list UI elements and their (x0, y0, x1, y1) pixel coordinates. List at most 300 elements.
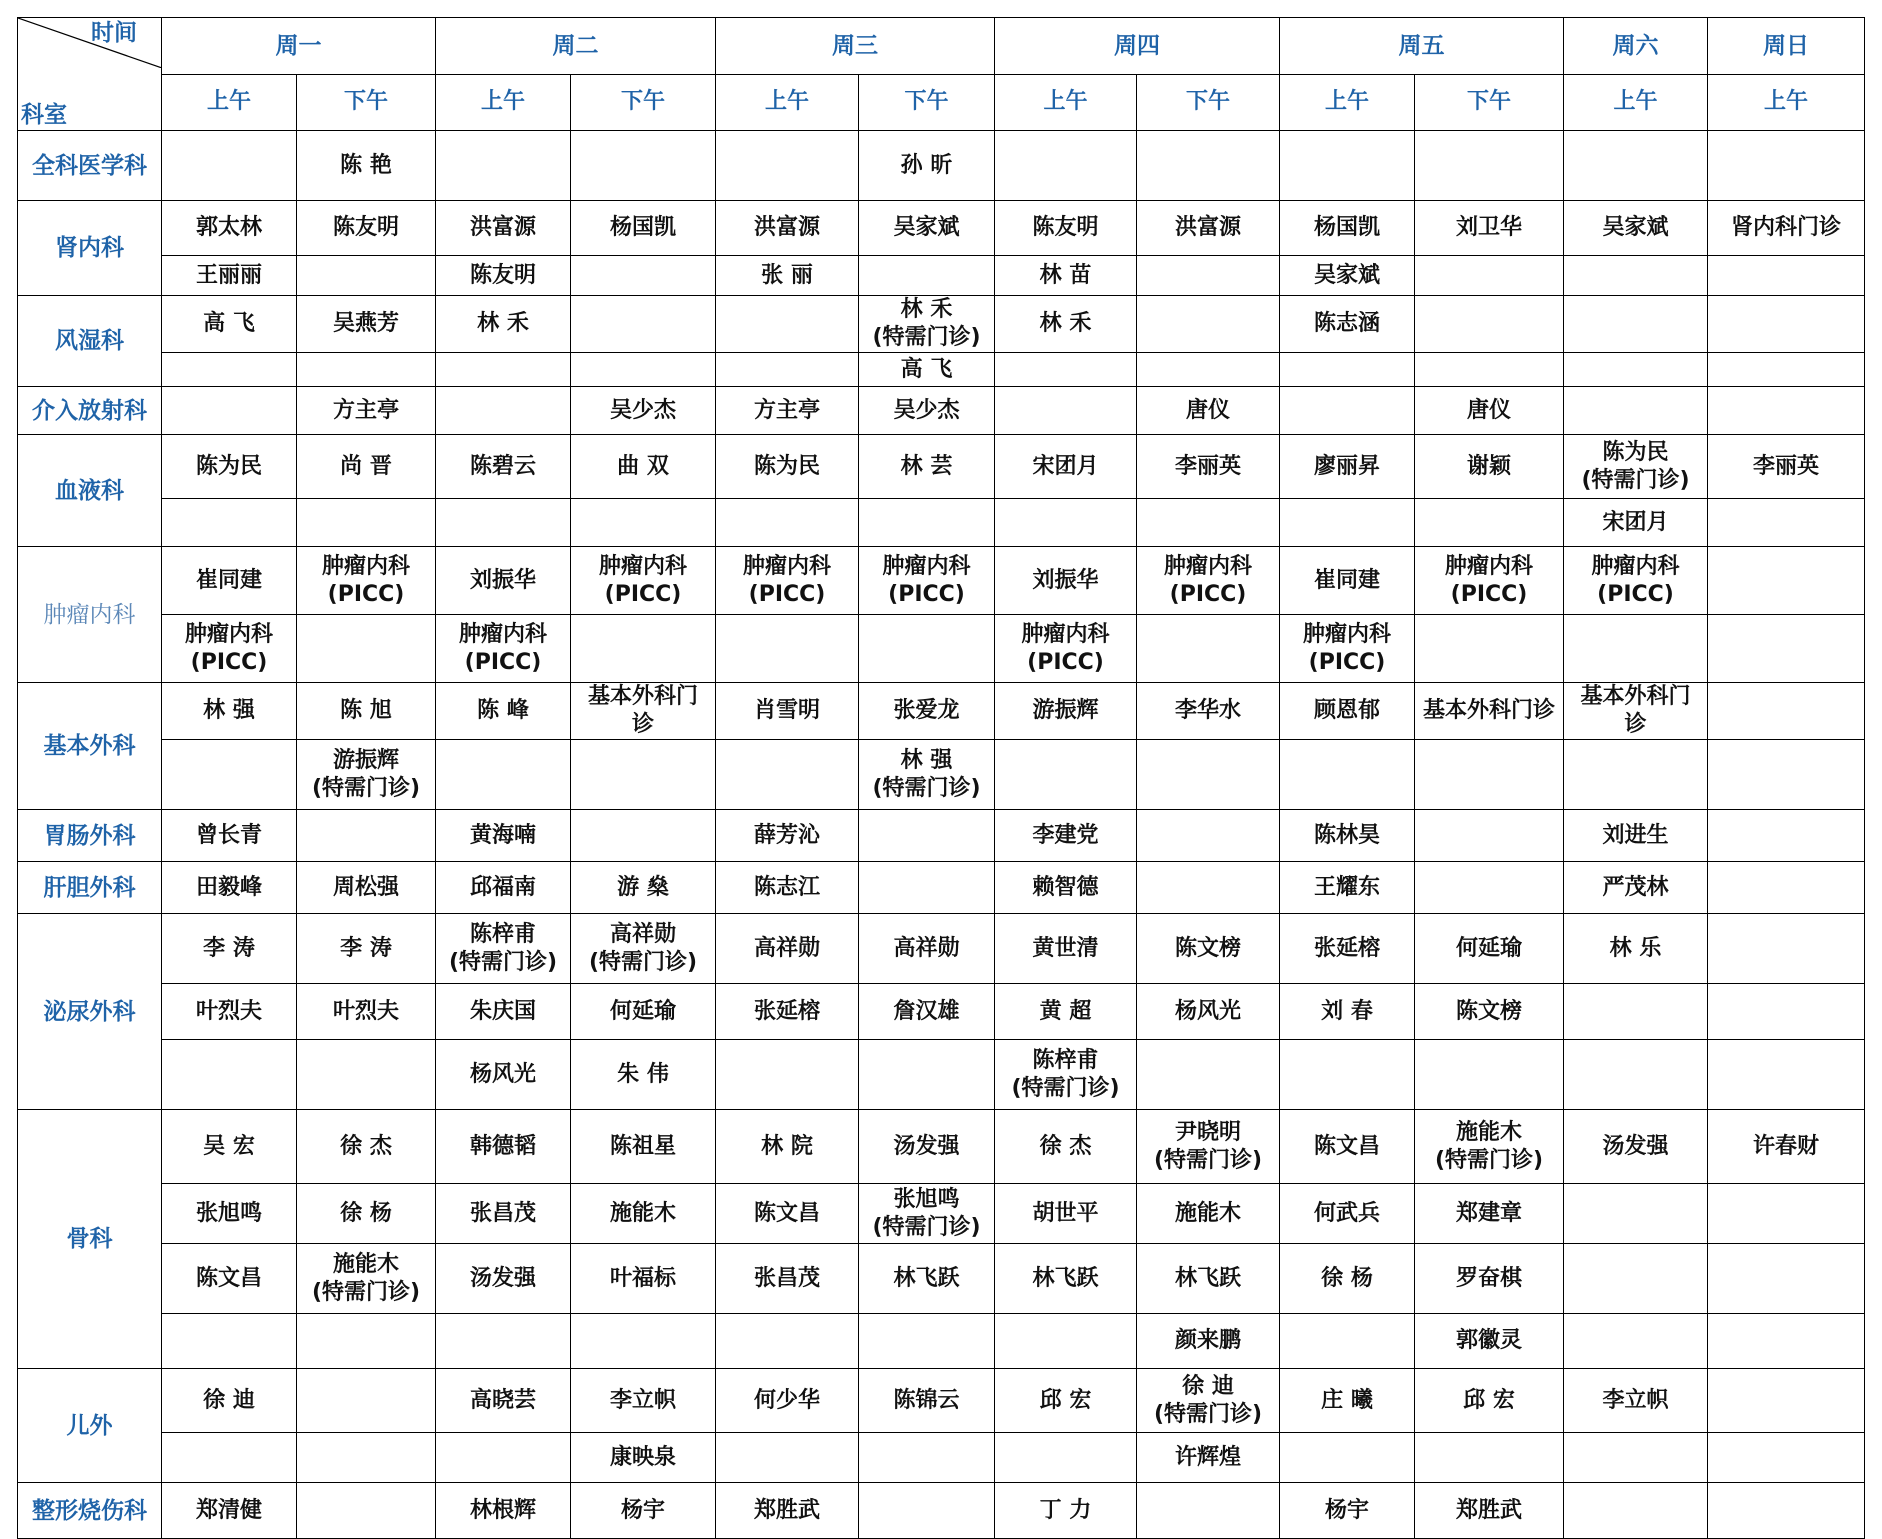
doctor-cell: 何延瑜 (571, 984, 716, 1040)
doctor-cell (1415, 256, 1564, 296)
doctor-cell (1280, 740, 1415, 810)
doctor-cell (297, 499, 436, 547)
schedule-row (18, 201, 1865, 256)
doctor-cell: 胡世平 (995, 1184, 1137, 1244)
doctor-cell (1564, 740, 1708, 810)
doctor-cell (1137, 740, 1280, 810)
doctor-cell: 尚 晋 (297, 435, 436, 499)
doctor-cell (1280, 353, 1415, 387)
doctor-cell (1708, 1040, 1865, 1110)
doctor-cell (1708, 256, 1865, 296)
doctor-cell (1564, 1314, 1708, 1369)
half-day-header: 下午 (571, 74, 716, 131)
doctor-cell (571, 499, 716, 547)
outpatient-schedule-table (17, 17, 1865, 1539)
doctor-cell: 黄海喃 (436, 810, 571, 862)
doctor-cell: 陈文昌 (162, 1244, 297, 1314)
schedule-row (18, 914, 1865, 984)
half-day-header: 上午 (162, 74, 297, 131)
department-name: 肾内科 (18, 201, 162, 296)
doctor-cell: 李丽英 (1137, 435, 1280, 499)
time-label: 时间 (91, 20, 137, 46)
department-name: 血液科 (18, 435, 162, 547)
doctor-cell (1137, 353, 1280, 387)
day-header: 周日 (1708, 18, 1865, 75)
doctor-cell: 林 强 (特需门诊) (859, 740, 995, 810)
schedule-row (18, 387, 1865, 435)
doctor-cell: 詹汉雄 (859, 984, 995, 1040)
doctor-cell: 施能木 (1137, 1184, 1280, 1244)
doctor-cell (859, 1040, 995, 1110)
schedule-row (18, 1433, 1865, 1483)
department-name: 全科医学科 (18, 131, 162, 201)
doctor-cell: 徐 杰 (297, 1110, 436, 1184)
schedule-row (18, 683, 1865, 740)
doctor-cell (1137, 862, 1280, 914)
doctor-cell (1564, 296, 1708, 353)
doctor-cell (716, 131, 859, 201)
doctor-cell: 游振辉 (特需门诊) (297, 740, 436, 810)
day-header: 周四 (995, 18, 1280, 75)
doctor-cell (1137, 1040, 1280, 1110)
doctor-cell (1415, 615, 1564, 683)
doctor-cell: 游 燊 (571, 862, 716, 914)
doctor-cell: 肿瘤内科 (PICC) (716, 547, 859, 615)
doctor-cell: 王丽丽 (162, 256, 297, 296)
department-name: 介入放射科 (18, 387, 162, 435)
doctor-cell: 杨风光 (436, 1040, 571, 1110)
doctor-cell: 李 涛 (162, 914, 297, 984)
doctor-cell (1280, 131, 1415, 201)
doctor-cell (162, 1433, 297, 1483)
schedule-row (18, 984, 1865, 1040)
doctor-cell: 李 涛 (297, 914, 436, 984)
doctor-cell: 基本外科门 诊 (571, 683, 716, 740)
doctor-cell: 刘进生 (1564, 810, 1708, 862)
doctor-cell (859, 256, 995, 296)
doctor-cell: 肿瘤内科 (PICC) (1564, 547, 1708, 615)
doctor-cell (1137, 499, 1280, 547)
doctor-cell: 林 院 (716, 1110, 859, 1184)
doctor-cell: 陈志涵 (1280, 296, 1415, 353)
doctor-cell: 叶烈夫 (162, 984, 297, 1040)
doctor-cell: 严茂林 (1564, 862, 1708, 914)
doctor-cell: 谢颖 (1415, 435, 1564, 499)
corner-header (18, 18, 162, 131)
doctor-cell: 李立帜 (571, 1369, 716, 1433)
doctor-cell: 林飞跃 (859, 1244, 995, 1314)
doctor-cell: 叶烈夫 (297, 984, 436, 1040)
day-header: 周一 (162, 18, 436, 75)
doctor-cell (1708, 1314, 1865, 1369)
doctor-cell: 朱 伟 (571, 1040, 716, 1110)
doctor-cell: 陈志江 (716, 862, 859, 914)
doctor-cell: 陈文昌 (716, 1184, 859, 1244)
doctor-cell: 林 禾 (995, 296, 1137, 353)
doctor-cell (716, 1040, 859, 1110)
doctor-cell (1708, 387, 1865, 435)
schedule-row (18, 499, 1865, 547)
schedule-row (18, 1040, 1865, 1110)
department-name: 风湿科 (18, 296, 162, 387)
doctor-cell: 张爱龙 (859, 683, 995, 740)
doctor-cell (859, 862, 995, 914)
doctor-cell (1564, 615, 1708, 683)
doctor-cell: 肿瘤内科 (PICC) (571, 547, 716, 615)
doctor-cell (1564, 984, 1708, 1040)
doctor-cell: 唐仪 (1137, 387, 1280, 435)
doctor-cell: 颜来鹏 (1137, 1314, 1280, 1369)
doctor-cell: 徐 迪 (特需门诊) (1137, 1369, 1280, 1433)
doctor-cell: 肿瘤内科 (PICC) (297, 547, 436, 615)
doctor-cell: 高祥勋 (特需门诊) (571, 914, 716, 984)
doctor-cell (1137, 615, 1280, 683)
doctor-cell: 赖智德 (995, 862, 1137, 914)
doctor-cell (297, 1369, 436, 1433)
doctor-cell (1708, 1369, 1865, 1433)
doctor-cell (1564, 256, 1708, 296)
doctor-cell: 陈梓甫 (特需门诊) (995, 1040, 1137, 1110)
department-label: 科室 (21, 102, 67, 128)
doctor-cell (571, 615, 716, 683)
doctor-cell: 洪富源 (1137, 201, 1280, 256)
doctor-cell (1708, 914, 1865, 984)
doctor-cell: 张昌茂 (436, 1184, 571, 1244)
doctor-cell: 汤发强 (436, 1244, 571, 1314)
doctor-cell (297, 1040, 436, 1110)
doctor-cell (1415, 296, 1564, 353)
doctor-cell (297, 256, 436, 296)
doctor-cell: 许春财 (1708, 1110, 1865, 1184)
schedule-row (18, 547, 1865, 615)
doctor-cell: 吴 宏 (162, 1110, 297, 1184)
doctor-cell (1280, 1040, 1415, 1110)
doctor-cell (571, 740, 716, 810)
doctor-cell: 张延榕 (1280, 914, 1415, 984)
doctor-cell (1708, 131, 1865, 201)
doctor-cell (162, 387, 297, 435)
doctor-cell (995, 1314, 1137, 1369)
doctor-cell: 吴少杰 (859, 387, 995, 435)
doctor-cell: 高祥勋 (716, 914, 859, 984)
day-header: 周五 (1280, 18, 1564, 75)
doctor-cell: 何延瑜 (1415, 914, 1564, 984)
half-day-header: 上午 (1708, 74, 1865, 131)
doctor-cell (995, 499, 1137, 547)
doctor-cell: 李建党 (995, 810, 1137, 862)
doctor-cell: 宋团月 (995, 435, 1137, 499)
doctor-cell: 林 芸 (859, 435, 995, 499)
schedule-row (18, 1244, 1865, 1314)
doctor-cell: 陈为民 (特需门诊) (1564, 435, 1708, 499)
doctor-cell (1137, 296, 1280, 353)
doctor-cell: 肿瘤内科 (PICC) (436, 615, 571, 683)
doctor-cell (1280, 1314, 1415, 1369)
doctor-cell: 邱 宏 (995, 1369, 1137, 1433)
department-name: 基本外科 (18, 683, 162, 810)
doctor-cell: 吴家斌 (1564, 201, 1708, 256)
doctor-cell: 林 苗 (995, 256, 1137, 296)
corner-diagonal (18, 18, 162, 68)
doctor-cell: 李立帜 (1564, 1369, 1708, 1433)
doctor-cell (716, 1314, 859, 1369)
doctor-cell (162, 1314, 297, 1369)
doctor-cell (1564, 1244, 1708, 1314)
doctor-cell: 张 丽 (716, 256, 859, 296)
doctor-cell: 陈文榜 (1415, 984, 1564, 1040)
doctor-cell: 张旭鸣 (162, 1184, 297, 1244)
doctor-cell (1708, 615, 1865, 683)
doctor-cell (1708, 862, 1865, 914)
doctor-cell (1708, 1184, 1865, 1244)
doctor-cell: 高祥勋 (859, 914, 995, 984)
doctor-cell: 刘振华 (436, 547, 571, 615)
doctor-cell (1415, 810, 1564, 862)
doctor-cell: 张延榕 (716, 984, 859, 1040)
doctor-cell: 吴家斌 (859, 201, 995, 256)
doctor-cell: 林飞跃 (1137, 1244, 1280, 1314)
doctor-cell: 肖雪明 (716, 683, 859, 740)
doctor-cell: 张昌茂 (716, 1244, 859, 1314)
doctor-cell (1280, 1433, 1415, 1483)
doctor-cell (1708, 1433, 1865, 1483)
doctor-cell: 陈锦云 (859, 1369, 995, 1433)
doctor-cell (716, 296, 859, 353)
doctor-cell (716, 740, 859, 810)
doctor-cell (571, 131, 716, 201)
doctor-cell: 肾内科门诊 (1708, 201, 1865, 256)
doctor-cell: 郑胜武 (1415, 1483, 1564, 1539)
doctor-cell: 施能木 (特需门诊) (297, 1244, 436, 1314)
doctor-cell: 徐 杨 (297, 1184, 436, 1244)
doctor-cell (995, 387, 1137, 435)
doctor-cell: 刘振华 (995, 547, 1137, 615)
doctor-cell: 何武兵 (1280, 1184, 1415, 1244)
doctor-cell: 陈碧云 (436, 435, 571, 499)
schedule-row (18, 1184, 1865, 1244)
doctor-cell (162, 1040, 297, 1110)
doctor-cell: 肿瘤内科 (PICC) (995, 615, 1137, 683)
doctor-cell (995, 1433, 1137, 1483)
doctor-cell (716, 615, 859, 683)
doctor-cell (1280, 387, 1415, 435)
department-name: 儿外 (18, 1369, 162, 1483)
schedule-row (18, 1369, 1865, 1433)
doctor-cell: 曾长青 (162, 810, 297, 862)
doctor-cell: 高 飞 (162, 296, 297, 353)
doctor-cell: 洪富源 (716, 201, 859, 256)
doctor-cell (859, 810, 995, 862)
doctor-cell (162, 740, 297, 810)
doctor-cell: 刘 春 (1280, 984, 1415, 1040)
doctor-cell (436, 740, 571, 810)
doctor-cell: 顾恩郁 (1280, 683, 1415, 740)
half-day-header: 上午 (716, 74, 859, 131)
day-header-row (18, 18, 1865, 75)
doctor-cell: 杨国凯 (571, 201, 716, 256)
doctor-cell (995, 353, 1137, 387)
doctor-cell (436, 499, 571, 547)
doctor-cell: 许辉煌 (1137, 1433, 1280, 1483)
doctor-cell: 罗奋棋 (1415, 1244, 1564, 1314)
doctor-cell (1415, 353, 1564, 387)
doctor-cell: 林 乐 (1564, 914, 1708, 984)
schedule-row (18, 131, 1865, 201)
schedule-row (18, 1483, 1865, 1539)
doctor-cell: 陈文榜 (1137, 914, 1280, 984)
doctor-cell: 肿瘤内科 (PICC) (1415, 547, 1564, 615)
doctor-cell (1564, 353, 1708, 387)
doctor-cell: 叶福标 (571, 1244, 716, 1314)
doctor-cell (1137, 810, 1280, 862)
doctor-cell (1708, 810, 1865, 862)
doctor-cell (436, 353, 571, 387)
doctor-cell (1415, 862, 1564, 914)
doctor-cell: 方主亭 (297, 387, 436, 435)
doctor-cell (859, 499, 995, 547)
doctor-cell (1708, 683, 1865, 740)
doctor-cell: 游振辉 (995, 683, 1137, 740)
schedule-row (18, 740, 1865, 810)
day-header: 周三 (716, 18, 995, 75)
half-day-header: 上午 (1564, 74, 1708, 131)
doctor-cell: 徐 迪 (162, 1369, 297, 1433)
doctor-cell (1280, 499, 1415, 547)
doctor-cell: 王耀东 (1280, 862, 1415, 914)
doctor-cell: 郑清健 (162, 1483, 297, 1539)
doctor-cell (571, 810, 716, 862)
half-day-header-row (18, 74, 1865, 131)
doctor-cell: 陈 艳 (297, 131, 436, 201)
doctor-cell (1137, 1483, 1280, 1539)
doctor-cell: 李丽英 (1708, 435, 1865, 499)
half-day-header: 下午 (1137, 74, 1280, 131)
doctor-cell (1564, 1433, 1708, 1483)
doctor-cell: 陈祖星 (571, 1110, 716, 1184)
doctor-cell: 郭徽灵 (1415, 1314, 1564, 1369)
doctor-cell (1564, 1184, 1708, 1244)
doctor-cell: 黄 超 (995, 984, 1137, 1040)
doctor-cell (716, 499, 859, 547)
doctor-cell: 徐 杰 (995, 1110, 1137, 1184)
day-header: 周六 (1564, 18, 1708, 75)
doctor-cell: 陈友明 (297, 201, 436, 256)
schedule-row (18, 256, 1865, 296)
schedule-row (18, 615, 1865, 683)
half-day-header: 上午 (1280, 74, 1415, 131)
doctor-cell: 肿瘤内科 (PICC) (162, 615, 297, 683)
doctor-cell: 崔同建 (162, 547, 297, 615)
doctor-cell (297, 615, 436, 683)
doctor-cell: 林 禾 (特需门诊) (859, 296, 995, 353)
schedule-row (18, 862, 1865, 914)
doctor-cell: 薛芳沁 (716, 810, 859, 862)
doctor-cell (162, 499, 297, 547)
doctor-cell (1708, 499, 1865, 547)
doctor-cell (436, 131, 571, 201)
doctor-cell: 陈梓甫 (特需门诊) (436, 914, 571, 984)
department-name: 胃肠外科 (18, 810, 162, 862)
doctor-cell (297, 810, 436, 862)
department-name: 肿瘤内科 (18, 547, 162, 683)
doctor-cell: 吴燕芳 (297, 296, 436, 353)
schedule-row (18, 435, 1865, 499)
doctor-cell: 肿瘤内科 (PICC) (859, 547, 995, 615)
doctor-cell (162, 353, 297, 387)
doctor-cell: 韩德韬 (436, 1110, 571, 1184)
doctor-cell (297, 1433, 436, 1483)
doctor-cell (297, 1314, 436, 1369)
department-name: 骨科 (18, 1110, 162, 1369)
doctor-cell: 陈为民 (162, 435, 297, 499)
schedule-row (18, 810, 1865, 862)
doctor-cell: 陈林昊 (1280, 810, 1415, 862)
doctor-cell: 康映泉 (571, 1433, 716, 1483)
doctor-cell (859, 1483, 995, 1539)
doctor-cell (436, 1314, 571, 1369)
doctor-cell (1137, 131, 1280, 201)
half-day-header: 下午 (859, 74, 995, 131)
doctor-cell: 汤发强 (859, 1110, 995, 1184)
doctor-cell: 郭太林 (162, 201, 297, 256)
doctor-cell (1708, 353, 1865, 387)
doctor-cell: 曲 双 (571, 435, 716, 499)
doctor-cell (1564, 1040, 1708, 1110)
doctor-cell: 吴家斌 (1280, 256, 1415, 296)
doctor-cell: 陈 峰 (436, 683, 571, 740)
doctor-cell: 邱福南 (436, 862, 571, 914)
doctor-cell: 郑胜武 (716, 1483, 859, 1539)
doctor-cell: 陈为民 (716, 435, 859, 499)
doctor-cell: 宋团月 (1564, 499, 1708, 547)
schedule-row (18, 353, 1865, 387)
doctor-cell: 廖丽昇 (1280, 435, 1415, 499)
half-day-header: 上午 (995, 74, 1137, 131)
doctor-cell (1708, 1244, 1865, 1314)
doctor-cell (1708, 1483, 1865, 1539)
doctor-cell: 李华水 (1137, 683, 1280, 740)
doctor-cell (995, 740, 1137, 810)
doctor-cell (571, 1314, 716, 1369)
doctor-cell: 施能木 (特需门诊) (1415, 1110, 1564, 1184)
doctor-cell: 丁 力 (995, 1483, 1137, 1539)
doctor-cell (571, 256, 716, 296)
doctor-cell (436, 387, 571, 435)
doctor-cell: 方主亭 (716, 387, 859, 435)
doctor-cell: 杨宇 (571, 1483, 716, 1539)
doctor-cell: 黄世清 (995, 914, 1137, 984)
doctor-cell (1415, 1433, 1564, 1483)
schedule-row (18, 1314, 1865, 1369)
doctor-cell (1415, 740, 1564, 810)
doctor-cell: 陈文昌 (1280, 1110, 1415, 1184)
doctor-cell: 陈 旭 (297, 683, 436, 740)
department-name: 整形烧伤科 (18, 1483, 162, 1539)
doctor-cell (995, 131, 1137, 201)
doctor-cell: 杨国凯 (1280, 201, 1415, 256)
doctor-cell: 汤发强 (1564, 1110, 1708, 1184)
doctor-cell (1564, 387, 1708, 435)
day-header: 周二 (436, 18, 716, 75)
doctor-cell: 朱庆国 (436, 984, 571, 1040)
half-day-header: 上午 (436, 74, 571, 131)
doctor-cell: 邱 宏 (1415, 1369, 1564, 1433)
doctor-cell: 陈友明 (995, 201, 1137, 256)
doctor-cell (162, 131, 297, 201)
doctor-cell (859, 1433, 995, 1483)
doctor-cell: 周松强 (297, 862, 436, 914)
doctor-cell (1415, 131, 1564, 201)
